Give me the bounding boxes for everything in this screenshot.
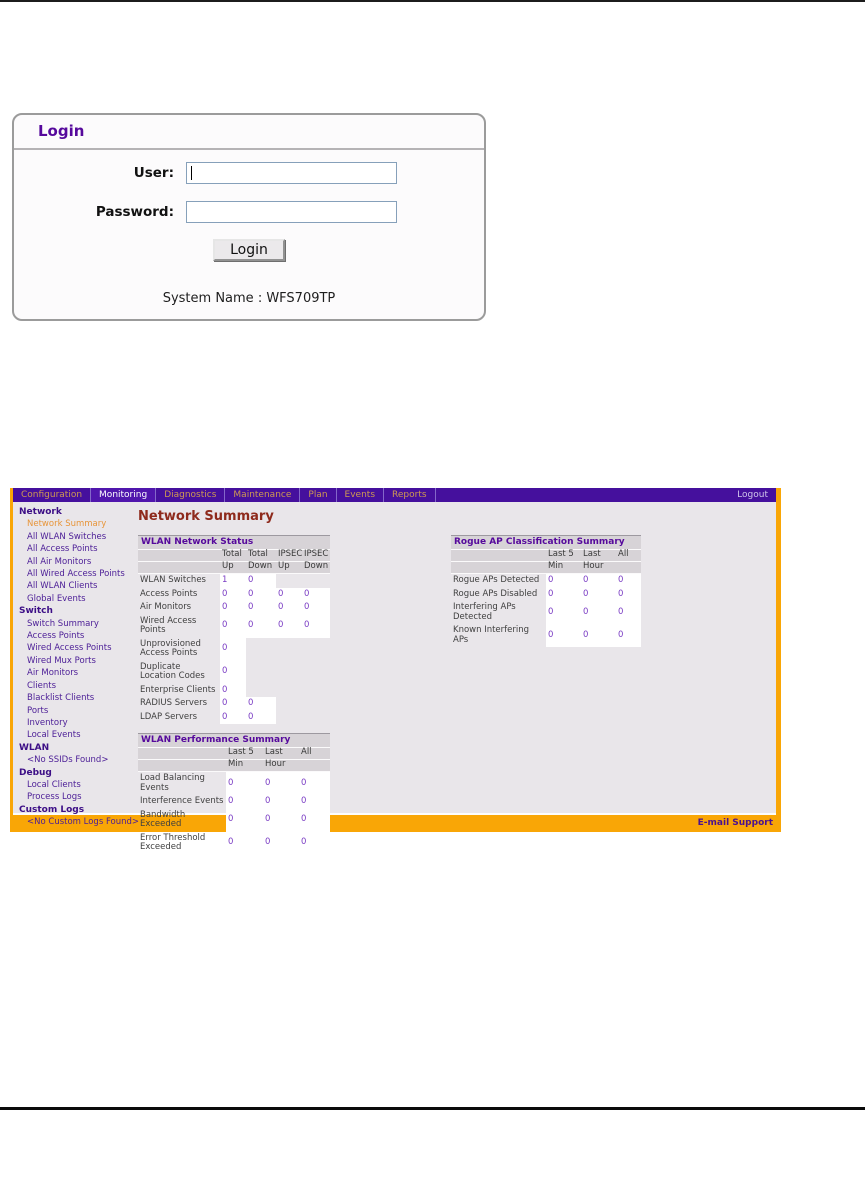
login-header: [14, 115, 484, 150]
text-caret: [191, 166, 192, 180]
row-label: Rogue APs Disabled: [453, 588, 538, 599]
table-row: [451, 624, 641, 647]
page-bottom-rule: [0, 1107, 865, 1110]
sidebar-item-blacklist-clients[interactable]: Blacklist Clients: [27, 693, 95, 704]
value-link[interactable]: 0: [220, 711, 246, 725]
table-row: [451, 601, 641, 624]
password-label: Password:: [95, 204, 174, 220]
value-link[interactable]: 0: [299, 809, 330, 832]
value-link[interactable]: 0: [276, 588, 302, 602]
sidebar-item-global-events[interactable]: Global Events: [27, 593, 86, 604]
sidebar: [13, 502, 140, 828]
value-link[interactable]: 0: [246, 711, 276, 725]
row-label: LDAP Servers: [140, 711, 198, 722]
column-header: Hour: [263, 760, 299, 772]
column-header: [138, 760, 226, 772]
empty-cell: [276, 697, 302, 711]
row-label: Duplicate Location Codes: [140, 661, 205, 681]
sidebar-section-switch: Switch: [19, 606, 53, 617]
value-link[interactable]: 0: [546, 624, 581, 647]
tab-plan[interactable]: Plan: [300, 488, 336, 502]
column-header: Last: [263, 748, 299, 760]
sidebar-item-access-points[interactable]: Access Points: [27, 631, 85, 642]
column-header: Total: [220, 550, 246, 562]
nav-bar: [13, 488, 776, 502]
value-link[interactable]: 0: [220, 588, 246, 602]
sidebar-item-all-access-points[interactable]: All Access Points: [27, 544, 98, 555]
value-link[interactable]: 0: [302, 601, 330, 615]
login-button[interactable]: Login: [213, 239, 285, 261]
value-link[interactable]: 0: [220, 638, 246, 661]
value-link[interactable]: 0: [581, 624, 616, 647]
column-header: [299, 760, 330, 772]
value-link[interactable]: 0: [616, 624, 641, 647]
value-link[interactable]: 1: [220, 574, 246, 588]
empty-cell: [246, 684, 276, 698]
tab-maintenance[interactable]: Maintenance: [225, 488, 300, 502]
value-link[interactable]: 0: [263, 809, 299, 832]
table-row: [138, 697, 330, 711]
table-row: [451, 588, 641, 602]
value-link[interactable]: 0: [246, 588, 276, 602]
value-link[interactable]: 0: [546, 601, 581, 624]
value-link[interactable]: 0: [246, 574, 276, 588]
value-link[interactable]: 0: [616, 601, 641, 624]
row-label: Known Interfering APs: [453, 625, 530, 645]
value-link[interactable]: 0: [581, 588, 616, 602]
value-link[interactable]: 0: [226, 832, 263, 855]
sidebar-item-process-logs[interactable]: Process Logs: [27, 792, 82, 803]
sidebar-item-wired-access-points[interactable]: Wired Access Points: [27, 643, 112, 654]
sidebar-item-local-clients[interactable]: Local Clients: [27, 779, 81, 790]
column-header: [138, 550, 220, 562]
sidebar-item-switch-summary[interactable]: Switch Summary: [27, 618, 99, 629]
sidebar-item-clients[interactable]: Clients: [27, 680, 57, 691]
column-header: [138, 562, 220, 574]
value-link[interactable]: 0: [302, 588, 330, 602]
row-label: Load Balancing Events: [140, 773, 205, 793]
column-header: Down: [246, 562, 276, 574]
rogue-ap-summary-title: Rogue AP Classification Summary: [451, 535, 641, 550]
logout-link[interactable]: Logout: [737, 490, 768, 500]
row-label: Access Points: [140, 588, 198, 599]
empty-cell: [276, 661, 302, 684]
column-header: Last 5: [226, 748, 263, 760]
page-title: Network Summary: [138, 509, 274, 524]
row-label: Air Monitors: [140, 602, 192, 612]
sidebar-section-network: Network: [19, 507, 62, 517]
sidebar-item-no-ssids-found: <No SSIDs Found>: [27, 755, 109, 766]
sidebar-section-wlan: WLAN: [19, 742, 50, 753]
login-form: [14, 150, 484, 306]
wlan-performance-summary-table: [138, 733, 330, 855]
sidebar-item-all-air-monitors[interactable]: All Air Monitors: [27, 556, 92, 567]
sidebar-item-inventory[interactable]: Inventory: [27, 717, 68, 728]
empty-cell: [302, 638, 330, 661]
column-header: [138, 748, 226, 760]
row-label: Error Threshold Exceeded: [140, 832, 206, 852]
column-header: Total: [246, 550, 276, 562]
column-header: [451, 550, 546, 562]
value-link[interactable]: 0: [546, 574, 581, 588]
column-header: Min: [226, 760, 263, 772]
value-link[interactable]: 0: [226, 809, 263, 832]
monitoring-screen: [10, 488, 781, 852]
table-row: [138, 638, 330, 661]
tab-monitoring[interactable]: Monitoring: [91, 488, 156, 502]
login-dialog: [12, 113, 486, 321]
value-link[interactable]: 0: [246, 615, 276, 638]
wlan-network-status-title: WLAN Network Status: [138, 535, 330, 550]
empty-cell: [276, 574, 302, 588]
tab-reports[interactable]: Reports: [384, 488, 436, 502]
column-header: Up: [276, 562, 302, 574]
value-link[interactable]: 0: [302, 615, 330, 638]
user-field[interactable]: [186, 162, 397, 184]
password-field[interactable]: [186, 201, 397, 223]
system-name-text: System Name : WFS709TP: [162, 291, 336, 306]
sidebar-item-no-custom-logs-found: <No Custom Logs Found>: [27, 817, 140, 828]
row-label: Wired Access Points: [140, 615, 197, 635]
sidebar-item-all-wired-access-points[interactable]: All Wired Access Points: [27, 569, 125, 580]
column-header: All: [299, 748, 330, 760]
value-link[interactable]: 0: [220, 697, 246, 711]
tab-diagnostics[interactable]: Diagnostics: [156, 488, 225, 502]
table-row: [138, 832, 330, 855]
empty-cell: [302, 661, 330, 684]
sidebar-section-debug: Debug: [19, 767, 52, 778]
value-link[interactable]: 0: [220, 684, 246, 698]
column-header: Up: [220, 562, 246, 574]
value-link[interactable]: 0: [220, 615, 246, 638]
row-label: WLAN Switches: [140, 575, 206, 585]
empty-cell: [246, 638, 276, 661]
row-label: RADIUS Servers: [140, 698, 208, 708]
empty-cell: [302, 574, 330, 588]
table-row: [138, 795, 330, 809]
value-link[interactable]: 0: [299, 832, 330, 855]
value-link[interactable]: 0: [546, 588, 581, 602]
table-row: [138, 661, 330, 684]
value-link[interactable]: 0: [246, 697, 276, 711]
empty-cell: [302, 697, 330, 711]
row-label: Interference Events: [140, 796, 224, 806]
column-header: All: [616, 550, 641, 562]
row-label: Rogue APs Detected: [453, 575, 540, 585]
row-label: Bandwidth Exceeded: [140, 809, 186, 829]
column-header: [616, 562, 641, 574]
column-header: Last 5: [546, 550, 581, 562]
email-support-link[interactable]: E-mail Support: [697, 818, 773, 828]
empty-cell: [276, 711, 302, 725]
value-link[interactable]: 0: [246, 601, 276, 615]
column-header: IPSEC: [276, 550, 302, 562]
wlan-performance-summary-title: WLAN Performance Summary: [138, 733, 330, 748]
tab-configuration[interactable]: Configuration: [13, 488, 91, 502]
value-link[interactable]: 0: [263, 795, 299, 809]
table-row: [138, 772, 330, 796]
rogue-ap-summary-table: [451, 535, 641, 647]
empty-cell: [276, 684, 302, 698]
value-link[interactable]: 0: [220, 661, 246, 684]
value-link[interactable]: 0: [299, 795, 330, 809]
value-link[interactable]: 0: [581, 574, 616, 588]
column-header: Last: [581, 550, 616, 562]
table-row: [138, 711, 330, 725]
column-header: Down: [302, 562, 330, 574]
empty-cell: [302, 711, 330, 725]
row-label: Unprovisioned Access Points: [140, 638, 201, 658]
column-header: Min: [546, 562, 581, 574]
value-link[interactable]: 0: [220, 601, 246, 615]
sidebar-item-all-wlan-switches[interactable]: All WLAN Switches: [27, 531, 107, 542]
value-link[interactable]: 0: [581, 601, 616, 624]
value-link[interactable]: 0: [263, 772, 299, 796]
row-label: Enterprise Clients: [140, 684, 216, 695]
value-link[interactable]: 0: [276, 615, 302, 638]
value-link[interactable]: 0: [276, 601, 302, 615]
table-row: [451, 574, 641, 588]
empty-cell: [302, 684, 330, 698]
table-row: [138, 601, 330, 615]
user-label: User:: [133, 165, 174, 181]
value-link[interactable]: 0: [616, 588, 641, 602]
value-link[interactable]: 0: [263, 832, 299, 855]
sidebar-item-network-summary[interactable]: Network Summary: [27, 519, 107, 530]
wlan-network-status-table: [138, 535, 330, 724]
column-header: [451, 562, 546, 574]
table-row: [138, 574, 330, 588]
table-row: [138, 684, 330, 698]
page-top-rule: [0, 0, 865, 2]
sidebar-item-all-wlan-clients[interactable]: All WLAN Clients: [27, 581, 98, 592]
sidebar-section-custom-logs: Custom Logs: [19, 804, 85, 815]
empty-cell: [276, 638, 302, 661]
table-row: [138, 809, 330, 832]
sidebar-item-wired-mux-ports[interactable]: Wired Mux Ports: [27, 655, 96, 666]
table-row: [138, 588, 330, 602]
column-header: IPSEC: [302, 550, 330, 562]
value-link[interactable]: 0: [226, 772, 263, 796]
column-header: Hour: [581, 562, 616, 574]
login-title: Login: [38, 122, 85, 140]
sidebar-item-local-events[interactable]: Local Events: [27, 730, 81, 741]
sidebar-item-air-monitors[interactable]: Air Monitors: [27, 668, 79, 679]
value-link[interactable]: 0: [226, 795, 263, 809]
value-link[interactable]: 0: [616, 574, 641, 588]
table-row: [138, 615, 330, 638]
tab-events[interactable]: Events: [337, 488, 384, 502]
row-label: Interfering APs Detected: [453, 602, 516, 622]
sidebar-item-ports[interactable]: Ports: [27, 705, 49, 716]
value-link[interactable]: 0: [299, 772, 330, 796]
nav-tabs: [13, 488, 436, 502]
empty-cell: [246, 661, 276, 684]
